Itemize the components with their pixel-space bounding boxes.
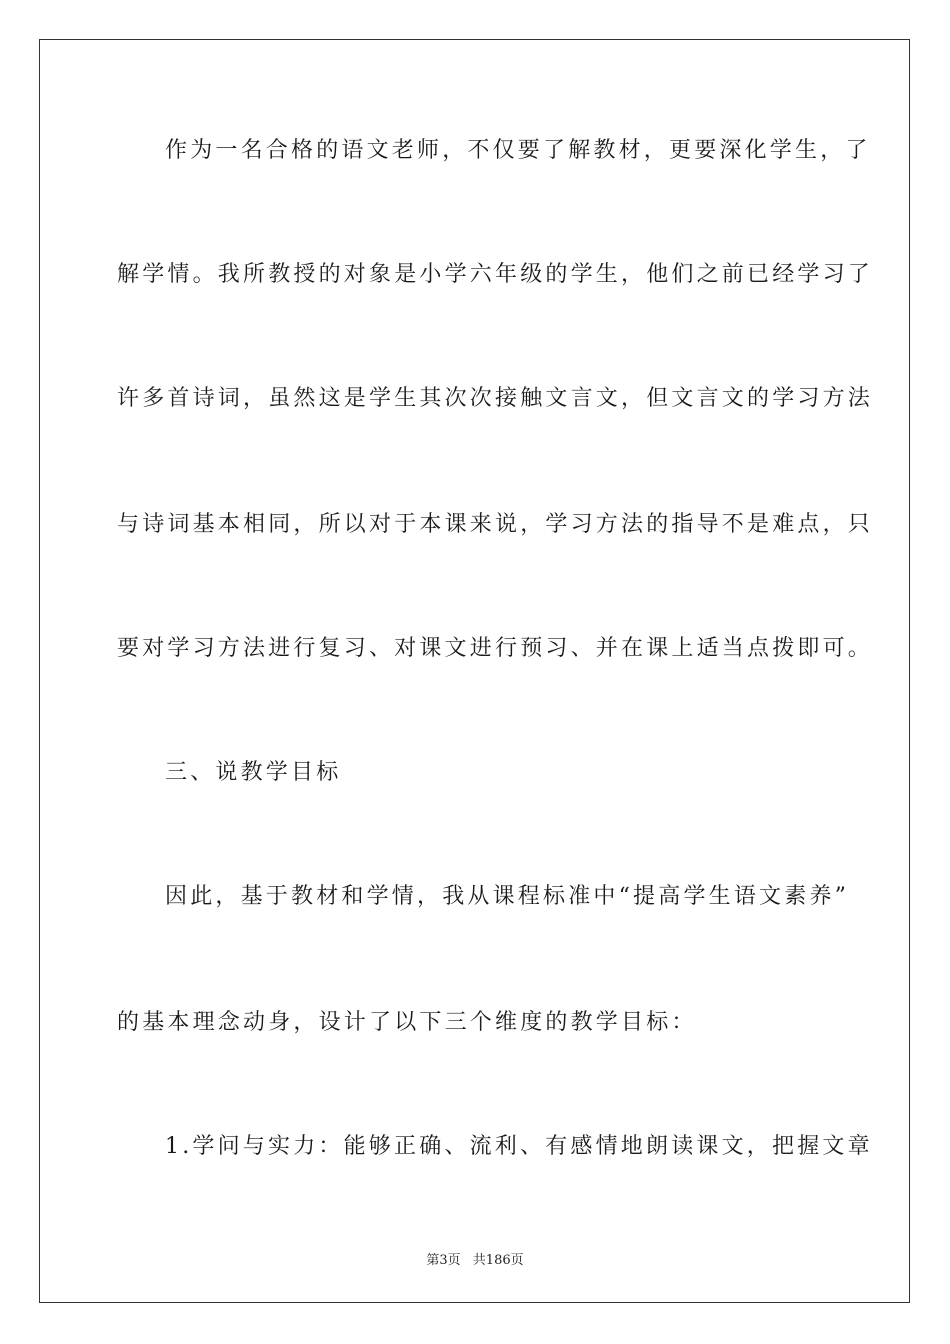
paragraph-line: 许多首诗词，虽然这是学生其次次接触文言文，但文言文的学习方法	[117, 386, 874, 411]
paragraph-line: 的基本理念动身，设计了以下三个维度的教学目标：	[117, 1010, 697, 1035]
page-total: 共186页	[472, 1253, 524, 1268]
paragraph-line: 因此，基于教材和学情，我从课程标准中“提高学生语文素养”	[165, 884, 850, 909]
paragraph-line: 作为一名合格的语文老师，不仅要了解教材，更要深化学生，了	[165, 138, 871, 163]
page-footer	[0, 1249, 950, 1268]
paragraph-line: 与诗词基本相同，所以对于本课来说，学习方法的指导不是难点，只	[117, 512, 874, 537]
section-heading: 三、说教学目标	[165, 760, 342, 785]
paragraph-line: 解学情。我所教授的对象是小学六年级的学生，他们之前已经学习了	[117, 262, 874, 287]
page-border	[39, 39, 910, 1303]
page-number: 第3页	[426, 1253, 461, 1268]
paragraph-line: 要对学习方法进行复习、对课文进行预习、并在课上适当点拨即可。	[117, 636, 874, 661]
paragraph-line: 1.学问与实力：能够正确、流利、有感情地朗读课文，把握文章	[165, 1134, 873, 1159]
